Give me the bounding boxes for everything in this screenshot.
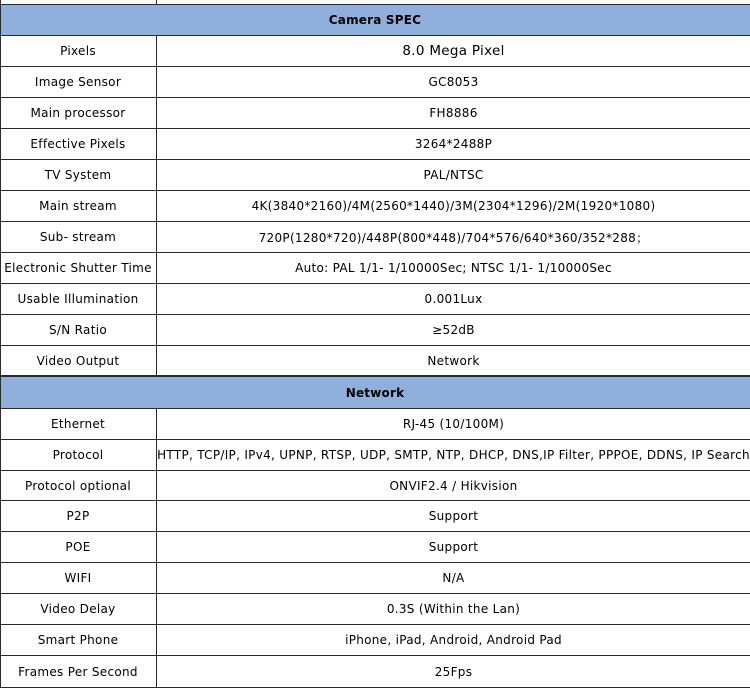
spec-label: Video Output bbox=[0, 346, 157, 375]
table-left-border bbox=[0, 0, 1, 688]
spec-value: 3264*2488P bbox=[414, 137, 493, 151]
section-header-network bbox=[0, 376, 750, 409]
table-row bbox=[0, 440, 750, 471]
spec-label: Main stream bbox=[0, 191, 157, 221]
spec-value: 4K(3840*2160)/4M(2560*1440)/3M(2304*1296)/2M(1920*1080) bbox=[251, 199, 656, 213]
spec-label: Electronic Shutter Time bbox=[0, 253, 157, 283]
spec-value: FH8886 bbox=[429, 106, 478, 120]
table-row bbox=[0, 98, 750, 129]
spec-label: P2P bbox=[0, 501, 157, 531]
table-row bbox=[0, 36, 750, 67]
spec-value: N/A bbox=[442, 571, 465, 585]
spec-value: 0.3S (Within the Lan) bbox=[386, 602, 521, 616]
table-row bbox=[0, 471, 750, 501]
spec-label: Usable Illumination bbox=[0, 284, 157, 314]
spec-value: ONVIF2.4 / Hikvision bbox=[389, 478, 518, 493]
table-row bbox=[0, 656, 750, 688]
spec-value: ≥52dB bbox=[432, 323, 475, 337]
table-row bbox=[0, 67, 750, 98]
spec-value: Support bbox=[428, 540, 479, 554]
spec-label: Main processor bbox=[0, 98, 157, 128]
spec-value: 720P(1280*720)/448P(800*448)/704*576/640*360/352*288； bbox=[258, 230, 649, 245]
table-row bbox=[0, 409, 750, 440]
section-title: Camera SPEC bbox=[328, 13, 422, 27]
spec-value: Auto: PAL 1/1- 1/10000Sec; NTSC 1/1- 1/10000Sec bbox=[295, 261, 612, 275]
spec-label: WIFI bbox=[0, 563, 157, 593]
spec-value: Network bbox=[427, 353, 480, 368]
spec-value: Support bbox=[428, 509, 479, 523]
spec-value: PAL/NTSC bbox=[423, 168, 484, 182]
table-row bbox=[0, 129, 750, 160]
section-header-camera-spec bbox=[0, 4, 750, 36]
spec-value: 25Fps bbox=[434, 664, 473, 679]
spec-value: HTTP, TCP/IP, IPv4, UPNP, RTSP, UDP, SMTP, NTP, DHCP, DNS,IP Filter, PPPOE, DDNS, IP Search bbox=[157, 448, 750, 462]
table-row bbox=[0, 563, 750, 594]
spec-value: 0.001Lux bbox=[424, 292, 483, 306]
section-title: Network bbox=[345, 385, 405, 400]
table-row bbox=[0, 191, 750, 222]
spec-label: Pixels bbox=[0, 36, 157, 66]
table-row bbox=[0, 253, 750, 284]
table-row bbox=[0, 501, 750, 532]
spec-value: iPhone, iPad, Android, Android Pad bbox=[345, 633, 562, 647]
spec-label: Image Sensor bbox=[0, 67, 157, 97]
spec-label: POE bbox=[0, 532, 157, 562]
spec-value: GC8053 bbox=[428, 75, 479, 89]
table-row bbox=[0, 594, 750, 625]
spec-value: 8.0 Mega Pixel bbox=[402, 43, 505, 59]
spec-label: Protocol bbox=[0, 440, 157, 470]
table-row bbox=[0, 222, 750, 253]
table-row bbox=[0, 346, 750, 376]
spec-label: S/N Ratio bbox=[0, 315, 157, 345]
spec-label: Frames Per Second bbox=[0, 656, 157, 687]
spec-label: Sub- stream bbox=[0, 222, 157, 252]
spec-label: Effective Pixels bbox=[0, 129, 157, 159]
spec-label: Smart Phone bbox=[0, 625, 157, 655]
spec-label: TV System bbox=[0, 160, 157, 190]
spec-label: Ethernet bbox=[0, 409, 157, 439]
table-row bbox=[0, 315, 750, 346]
table-row bbox=[0, 532, 750, 563]
spec-label: Protocol optional bbox=[0, 471, 157, 500]
table-row bbox=[0, 284, 750, 315]
table-row bbox=[0, 160, 750, 191]
spec-label: Video Delay bbox=[0, 594, 157, 624]
spec-value: RJ-45 (10/100M) bbox=[402, 417, 505, 431]
table-row bbox=[0, 625, 750, 656]
